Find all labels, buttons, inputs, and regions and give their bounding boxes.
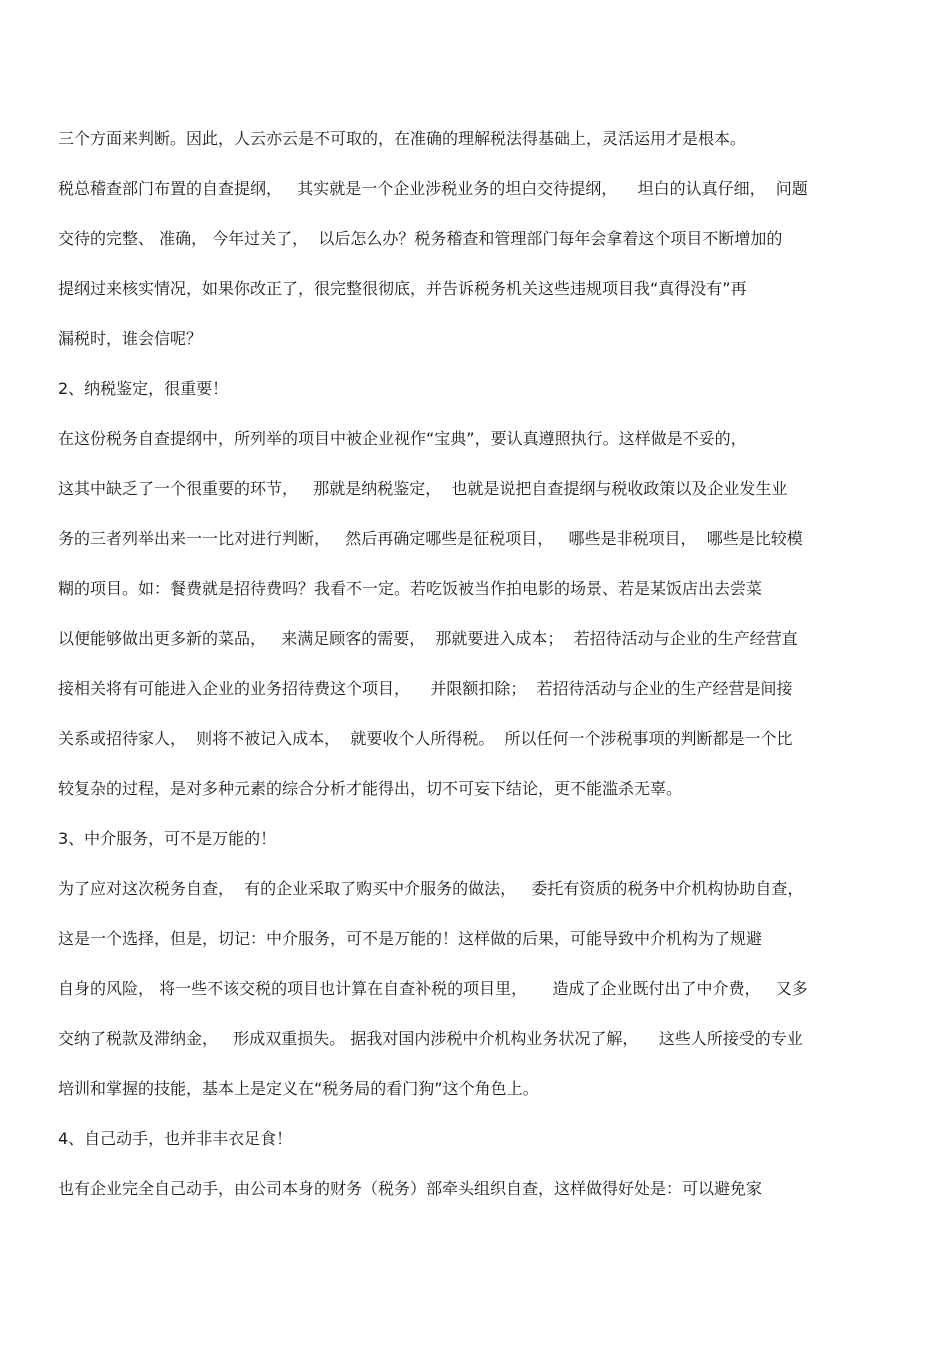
- section-heading: 2、纳税鉴定，很重要！: [58, 379, 229, 398]
- text-line: 这其中缺乏了一个很重要的环节， 那就是纳税鉴定， 也就是说把自查提纲与税收政策以及企业发生业: [58, 479, 788, 498]
- text-line: 交纳了税款及滞纳金， 形成双重损失。 据我对国内涉税中介机构业务状况了解， 这些人所接受的专业: [58, 1029, 803, 1048]
- text-line: 培训和掌握的技能，基本上是定义在“税务局的看门狗”这个角色上。: [58, 1079, 539, 1098]
- text-line: 在这份税务自查提纲中，所列举的项目中被企业视作“宝典”，要认真遵照执行。这样做是不妥的，: [58, 429, 747, 448]
- text-line: 这是一个选择，但是，切记：中介服务，可不是万能的！这样做的后果，可能导致中介机构为了规避: [58, 929, 763, 948]
- text-line: 税总稽查部门布置的自查提纲， 其实就是一个企业涉税业务的坦白交待提纲， 坦白的认真仔细， 问题: [58, 179, 808, 198]
- text-line: 漏税时，谁会信呢？: [58, 329, 203, 348]
- text-line: 糊的项目。如：餐费就是招待费吗？我看不一定。若吃饭被当作拍电影的场景、若是某饭店出去尝菜: [58, 579, 763, 598]
- text-line: 接相关将有可能进入企业的业务招待费这个项目， 并限额扣除； 若招待活动与企业的生产经营是间接: [58, 679, 793, 698]
- text-line: 务的三者列举出来一一比对进行判断， 然后再确定哪些是征税项目， 哪些是非税项目， 哪些是比较模: [58, 529, 803, 548]
- text-line: 以便能够做出更多新的菜品， 来满足顾客的需要， 那就要进入成本； 若招待活动与企业的生产经营直: [58, 629, 798, 648]
- text-line: 三个方面来判断。因此，人云亦云是不可取的，在准确的理解税法得基础上，灵活运用才是根本。: [58, 129, 747, 148]
- text-line: 交待的完整、 准确， 今年过关了， 以后怎么办？税务稽查和管理部门每年会拿着这个项目不断增加的: [58, 229, 783, 248]
- text-line: 自身的风险， 将一些不该交税的项目也计算在自查补税的项目里， 造成了企业既付出了中介费， 又多: [58, 979, 808, 998]
- text-line: 也有企业完全自己动手，由公司本身的财务（税务）部牵头组织自查，这样做得好处是：可以避免家: [58, 1179, 763, 1198]
- text-line: 关系或招待家人， 则将不被记入成本， 就要收个人所得税。 所以任何一个涉税事项的判断都是一个比: [58, 729, 793, 748]
- text-line: 较复杂的过程，是对多种元素的综合分析才能得出，切不可妄下结论，更不能滥杀无辜。: [58, 779, 683, 798]
- text-line: 为了应对这次税务自查， 有的企业采取了购买中介服务的做法， 委托有资质的税务中介机构协助自查，: [58, 879, 804, 898]
- text-line: 提纲过来核实情况，如果你改正了，很完整很彻底，并告诉税务机关这些违规项目我“真得没有”再: [58, 279, 747, 298]
- section-heading: 3、中介服务，可不是万能的！: [58, 829, 277, 848]
- section-heading: 4、自己动手，也并非丰衣足食！: [58, 1129, 293, 1148]
